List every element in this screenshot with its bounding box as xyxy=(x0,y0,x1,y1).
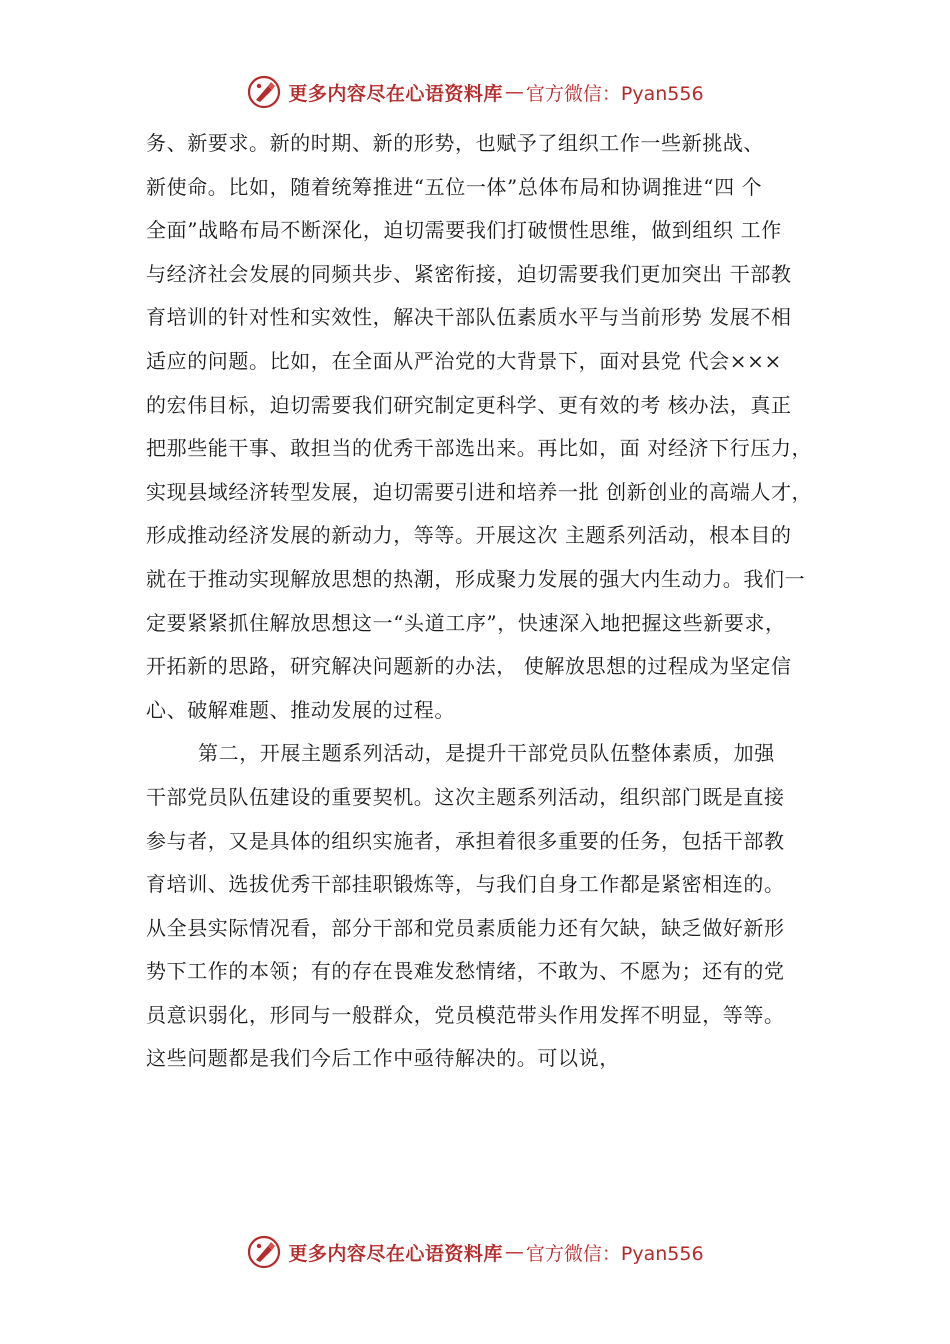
text-line: 参与者，又是具体的组织实施者，承担着很多重要的任务，包括干部教 xyxy=(146,828,785,853)
text-line: 就在于推动实现解放思想的热潮，形成聚力发展的强大内生动力。我们一 xyxy=(146,566,806,591)
text-line: 务、新要求。新的时期、新的形势，也赋予了组织工作一些新挑战、 xyxy=(146,131,764,155)
banner-contact: 官方微信：Pyan556 xyxy=(525,1242,704,1265)
text-line: 适应的问题。比如，在全面从严治党的大背景下，面对县党 代会××× xyxy=(146,348,782,373)
document-body xyxy=(146,122,826,1081)
text-line: 与经济社会发展的同频共步、紧密衔接，迫切需要我们更加突出 干部教 xyxy=(146,261,792,286)
banner-title: 更多内容尽在心语资料库 xyxy=(288,1242,503,1265)
text-line: 新使命。比如，随着统筹推进“五位一体”总体布局和协调推进“四 个 xyxy=(146,174,763,199)
text-line: 干部党员队伍建设的重要契机。这次主题系列活动，组织部门既是直接 xyxy=(146,784,785,809)
text-line: 势下工作的本领；有的存在畏难发愁情绪，不敢为、不愿为；还有的党 xyxy=(146,959,785,984)
text-line: 全面”战略布局不断深化，迫切需要我们打破惯性思维，做到组织 工作 xyxy=(146,218,782,243)
text-line: 员意识弱化，形同与一般群众，党员模范带头作用发挥不明显，等等。 xyxy=(146,1002,785,1027)
text-line: 把那些能干事、敢担当的优秀干部选出来。再比如，面 对经济下行压力， xyxy=(146,436,813,461)
text-line: 形成推动经济发展的新动力，等等。开展这次 主题系列活动，根本目的 xyxy=(146,523,792,548)
text-line: 定要紧紧抓住解放思想这一“头道工序”，快速深入地把握这些新要求， xyxy=(146,610,786,635)
pen-nib-logo-icon xyxy=(246,74,282,110)
header-banner xyxy=(0,70,950,114)
text-line: 实现县域经济转型发展，迫切需要引进和培养一批 创新创业的高端人才， xyxy=(146,479,813,504)
text-line: 育培训的针对性和实效性，解决干部队伍素质水平与当前形势 发展不相 xyxy=(146,305,792,330)
text-line: 第二，开展主题系列活动，是提升干部党员队伍整体素质，加强 xyxy=(198,741,775,766)
text-line: 心、破解难题、推动发展的过程。 xyxy=(146,697,455,722)
text-line: 育培训、选拔优秀干部挂职锻炼等，与我们自身工作都是紧密相连的。 xyxy=(146,872,785,897)
banner-contact: 官方微信：Pyan556 xyxy=(525,82,704,105)
text-line: 从全县实际情况看，部分干部和党员素质能力还有欠缺，缺乏做好新形 xyxy=(146,915,785,940)
banner-separator: — xyxy=(504,1241,524,1263)
text-line: 这些问题都是我们今后工作中亟待解决的。可以说， xyxy=(146,1046,620,1071)
footer-banner xyxy=(0,1230,950,1274)
text-line: 的宏伟目标，迫切需要我们研究制定更科学、更有效的考 核办法，真正 xyxy=(146,392,792,417)
banner-separator: — xyxy=(504,81,524,103)
banner-title: 更多内容尽在心语资料库 xyxy=(288,82,503,105)
pen-nib-logo-icon xyxy=(246,1234,282,1270)
text-line: 开拓新的思路，研究解决问题新的办法， 使解放思想的过程成为坚定信 xyxy=(146,654,792,679)
